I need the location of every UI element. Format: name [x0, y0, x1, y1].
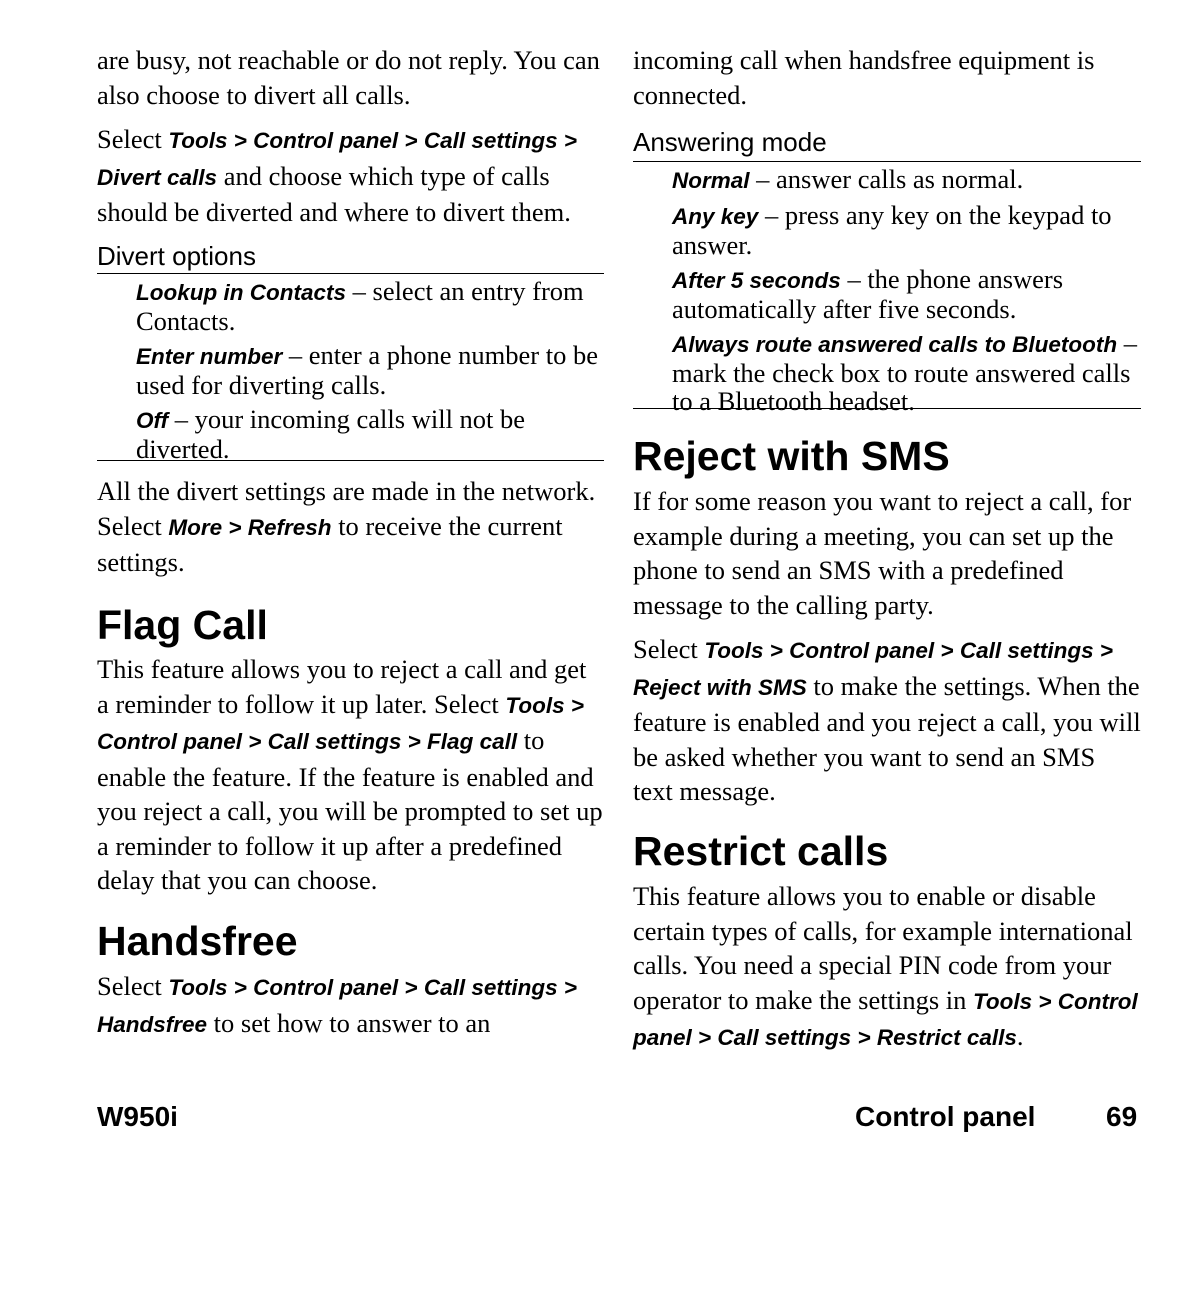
- subheading-divert-options: Divert options: [97, 241, 256, 271]
- option-desc: – mark the check box to route answered calls to a Bluetooth headset.: [672, 328, 1137, 416]
- text: to receive the current settings.: [97, 510, 563, 577]
- menu-path-handsfree: Tools > Control panel > Call settings > Handsfree: [97, 975, 577, 1037]
- rule-top-answering-mode: [633, 161, 1141, 162]
- option-any-key: [672, 201, 1141, 259]
- option-term: Normal: [672, 168, 750, 193]
- option-desc: – your incoming calls will not be diverted.: [136, 404, 526, 464]
- menu-path-divert-calls: Tools > Control panel > Call settings > Divert calls: [97, 128, 577, 190]
- subheading-answering-mode: Answering mode: [633, 127, 827, 157]
- text: to make the settings. When the feature is enabled and you reject a call, you will be asked whether you want to send an SMS text message.: [633, 670, 1141, 806]
- option-term: Lookup in Contacts: [136, 280, 346, 305]
- option-desc: – select an entry from Contacts.: [136, 276, 584, 336]
- paragraph-reject-select: [633, 632, 1141, 809]
- heading-handsfree: Handsfree: [97, 918, 298, 964]
- text: This feature allows you to reject a call and get a reminder to follow it up later. Select: [97, 654, 587, 719]
- option-off: [136, 405, 604, 463]
- menu-path-reject-with-sms: Tools > Control panel > Call settings > Reject with SMS: [633, 638, 1113, 700]
- option-after-5-seconds: [672, 265, 1141, 323]
- option-desc: – press any key on the keypad to answer.: [672, 200, 1112, 260]
- paragraph-divert-intro: are busy, not reachable or do not reply. You can also choose to divert all calls.: [97, 45, 600, 110]
- menu-path-more-refresh: More > Refresh: [168, 514, 332, 540]
- rule-top-divert-options: [97, 273, 604, 274]
- divert-options-list: [97, 277, 604, 463]
- option-term: Any key: [672, 204, 759, 229]
- footer-model: W950i: [97, 1101, 178, 1132]
- paragraph-handsfree-continued: incoming call when handsfree equipment is connected.: [633, 45, 1095, 110]
- heading-flag-call: Flag Call: [97, 602, 268, 648]
- option-normal: [672, 165, 1141, 195]
- heading-reject-with-sms: Reject with SMS: [633, 433, 950, 479]
- rule-bottom-answering-mode: [633, 408, 1141, 409]
- text: Select: [97, 124, 169, 154]
- paragraph-flag-call: [97, 652, 604, 898]
- text: Select: [97, 971, 169, 1001]
- text: All the divert settings are made in the network. Select: [97, 476, 596, 541]
- option-lookup-in-contacts: [136, 277, 604, 335]
- menu-path-flag-call: Tools > Control panel > Call settings > Flag call: [97, 692, 584, 754]
- option-term: Enter number: [136, 344, 283, 369]
- option-desc: – the phone answers automatically after five seconds.: [672, 264, 1064, 324]
- option-desc: – answer calls as normal.: [749, 164, 1024, 194]
- menu-path-restrict-calls: Tools > Control panel > Call settings > Restrict calls: [633, 988, 1138, 1050]
- option-term: Off: [136, 408, 169, 433]
- paragraph-divert-select: [97, 122, 604, 230]
- text: to enable the feature. If the feature is enabled and you reject a call, you will be prompted to set up a reminder to follow it up after a predefined delay that you can choose.: [97, 725, 603, 895]
- option-desc: – enter a phone number to be used for diverting calls.: [136, 340, 598, 400]
- option-enter-number: [136, 341, 604, 399]
- text: .: [1016, 1021, 1024, 1051]
- footer-page-number: 69: [1106, 1101, 1138, 1132]
- text: and choose which type of calls should be diverted and where to divert them.: [97, 160, 571, 227]
- paragraph-handsfree: [97, 969, 604, 1042]
- text: to set how to answer to an: [207, 1007, 491, 1038]
- paragraph-reject-intro: If for some reason you want to reject a call, for example during a meeting, you can set up the phone to send an SMS with a predefined message to the calling party.: [633, 486, 1132, 620]
- rule-bottom-divert-options: [97, 460, 604, 461]
- heading-restrict-calls: Restrict calls: [633, 828, 889, 874]
- option-term: After 5 seconds: [672, 268, 841, 293]
- paragraph-restrict-calls: [633, 879, 1141, 1056]
- text: This feature allows you to enable or disable certain types of calls, for example international calls. You need a special PIN code from your operator to make the settings in: [633, 881, 1133, 1015]
- footer-section-title: Control panel: [855, 1101, 1036, 1132]
- paragraph-divert-network: [97, 474, 604, 580]
- option-term: Always route answered calls to Bluetooth: [672, 332, 1118, 357]
- text: Select: [633, 634, 705, 664]
- answering-mode-list: [633, 165, 1141, 415]
- option-always-route-bluetooth: [672, 329, 1141, 415]
